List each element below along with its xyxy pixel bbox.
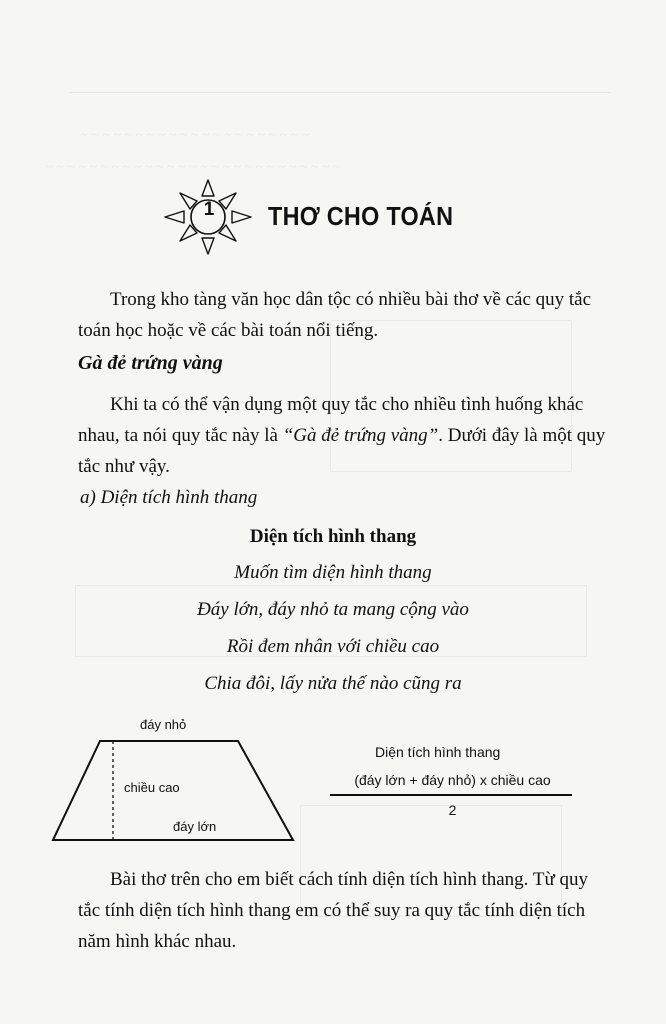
section-paragraph: [78, 389, 608, 482]
section-body-emphasis: “Gà đẻ trứng vàng”: [282, 425, 439, 446]
poem-title: Diện tích hình thang: [249, 526, 417, 547]
chapter-number: 1: [203, 199, 215, 220]
height-label: chiều cao: [124, 780, 180, 795]
fraction-bar: [330, 794, 572, 796]
poem-line: Chia đôi, lấy nửa thế nào cũng ra: [204, 673, 462, 694]
example-label: a) Diện tích hình thang: [80, 487, 258, 508]
chapter-title: THƠ CHO TOÁN: [268, 201, 454, 231]
closing-paragraph: Bài thơ trên cho em biết cách tính diện tích hình thang. Từ quy tắc tính diện tích hình thang em có thể suy ra quy tắc tính diện tích năm hình khác nhau.: [78, 869, 588, 952]
section-heading: Gà đẻ trứng vàng: [78, 352, 223, 374]
trapezoid-diagram: [48, 712, 298, 846]
section-body-start: Khi ta có thể vận dụng một quy tắc cho nhiều tình huống khác nhau, ta nói quy tắc này là: [78, 394, 584, 446]
formula-title: Diện tích hình thang: [375, 744, 501, 760]
intro-paragraph: Trong kho tàng văn học dân tộc có nhiều bài thơ về các quy tắc toán học hoặc về các bài toán nổi tiếng.: [78, 289, 592, 341]
bottom-base-label: đáy lớn: [173, 819, 217, 834]
formula-numerator: (đáy lớn + đáy nhỏ) x chiều cao: [354, 772, 551, 788]
top-base-label: đáy nhỏ: [140, 717, 187, 732]
poem-line: Rồi đem nhân với chiều cao: [226, 636, 440, 657]
formula-denominator: 2: [448, 802, 457, 818]
section-body-end: . Dưới đây là một quy tắc như vậy.: [78, 425, 606, 477]
poem-line: Đáy lớn, đáy nhỏ ta mang cộng vào: [197, 599, 469, 620]
poem-line: Muốn tìm diện hình thang: [234, 562, 432, 583]
